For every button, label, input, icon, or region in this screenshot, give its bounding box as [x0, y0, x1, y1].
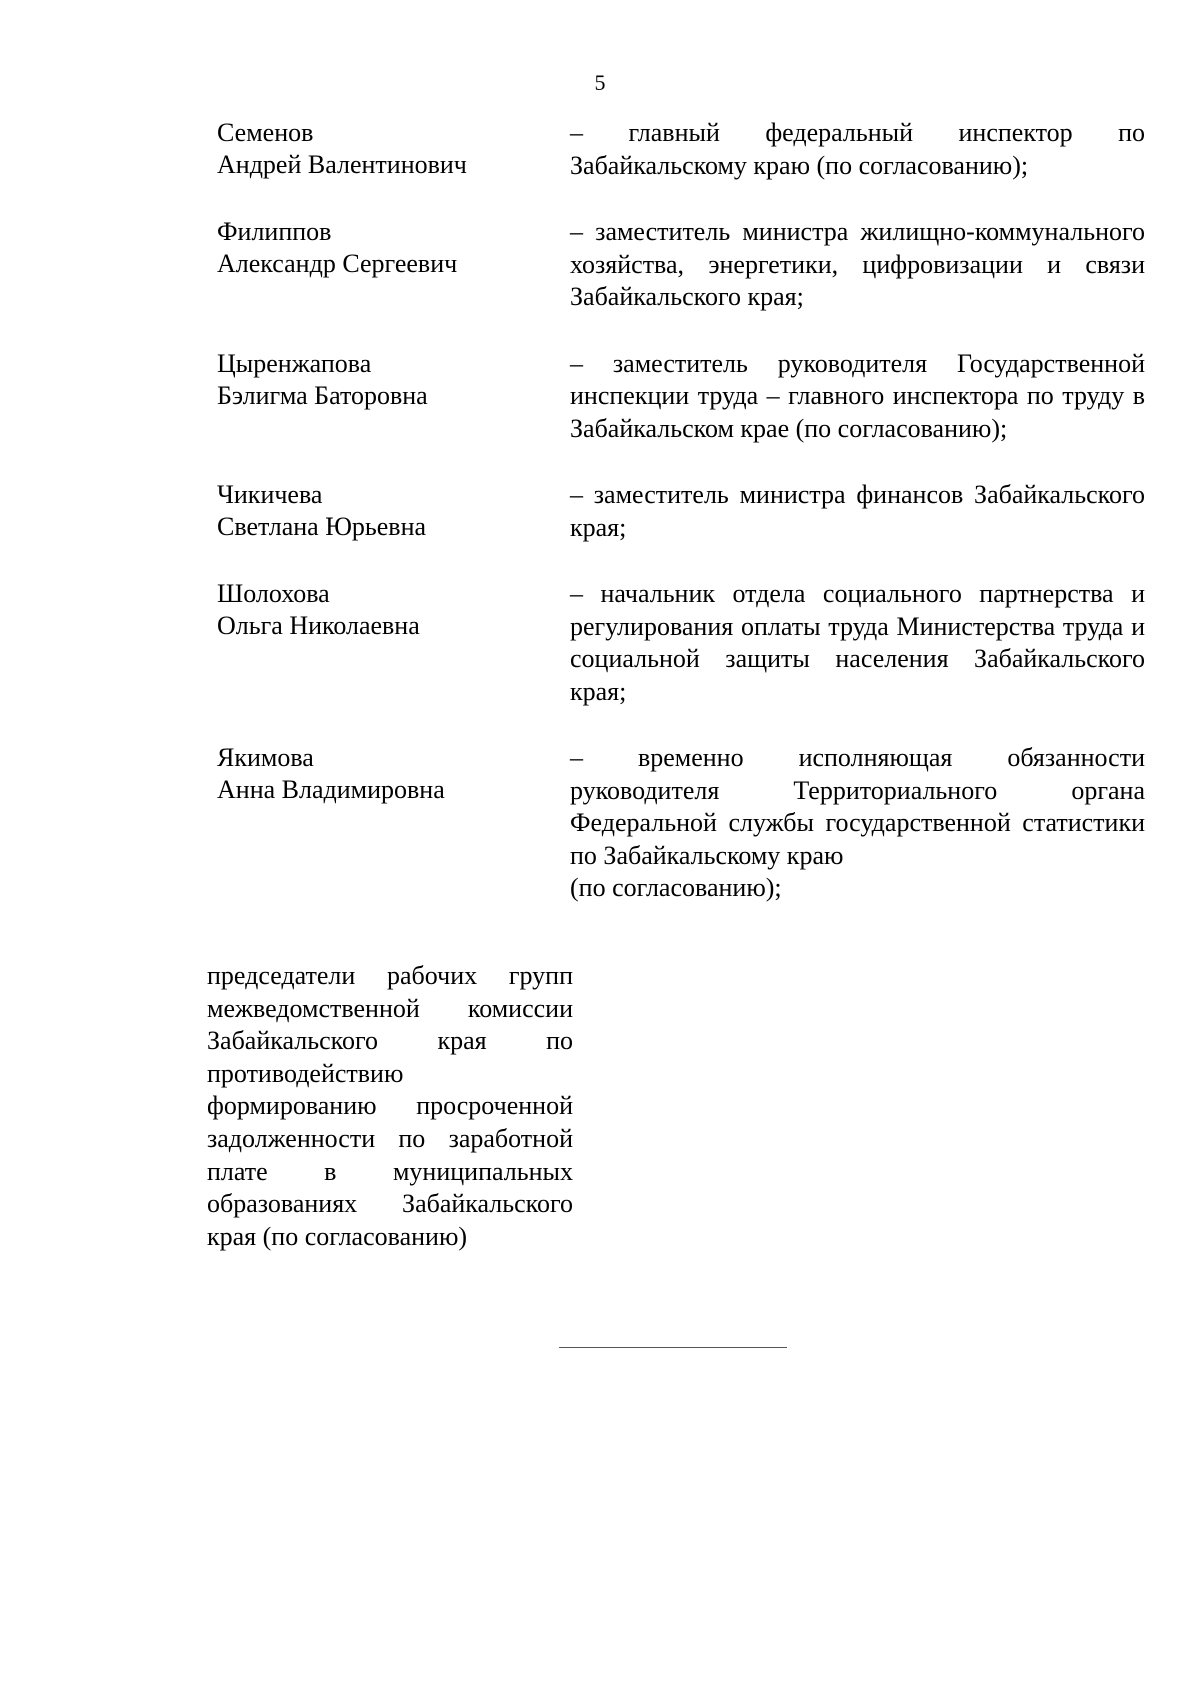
- member-surname: Чикичева: [217, 480, 323, 509]
- member-given-names: Андрей Валентинович: [217, 150, 467, 179]
- member-entry: [217, 348, 1145, 446]
- member-name: [217, 479, 570, 544]
- member-name: [217, 742, 570, 905]
- member-name: [217, 348, 570, 446]
- member-given-names: Бэлигма Баторовна: [217, 380, 428, 410]
- commission-members-list: [217, 117, 1145, 939]
- member-role: – заместитель руководителя Государственной инспекции труда – главного инспектора по труду в Забайкальском крае (по согласованию);: [570, 348, 1145, 443]
- member-role: – начальник отдела социального партнерства и регулирования оплаты труда Министерства труда и социальной защиты населения Забайкальского края;: [570, 579, 1145, 706]
- member-role: – главный федеральный инспектор по Забайкальскому краю (по согласованию);: [570, 118, 1145, 180]
- member-given-names: Анна Владимировна: [217, 775, 445, 804]
- member-role: – заместитель министра финансов Забайкальского края;: [570, 480, 1145, 542]
- member-entry: [217, 117, 1145, 182]
- member-name: [217, 117, 570, 182]
- member-given-names: Александр Сергеевич: [217, 249, 458, 278]
- member-name: [217, 216, 570, 314]
- member-surname: Семенов: [217, 118, 314, 147]
- member-given-names: Ольга Николаевна: [217, 611, 420, 640]
- member-surname: Филиппов: [217, 217, 332, 246]
- member-surname: Якимова: [217, 743, 314, 772]
- member-entry: [217, 479, 1145, 544]
- member-surname: Цыренжапова: [217, 348, 372, 378]
- end-of-document-rule: [559, 1347, 787, 1348]
- member-name: [217, 578, 570, 708]
- member-surname: Шолохова: [217, 579, 330, 608]
- member-entry: [217, 742, 1145, 905]
- member-role: – заместитель министра жилищно-коммунального хозяйства, энергетики, цифровизации и связи Забайкальского края;: [570, 217, 1145, 311]
- working-group-chairs: председатели рабочих групп межведомственной комиссии Забайкальского края по противодействию формированию просроченной задолженности по заработной плате в муниципальных образованиях Забайкальского края (по согласованию): [207, 961, 573, 1251]
- member-role: – временно исполняющая обязанности руководителя Территориального органа Федеральной службы государственной статистики по Забайкальскому краю (по согласованию);: [570, 743, 1145, 902]
- member-entry: [217, 578, 1145, 708]
- member-entry: [217, 216, 1145, 314]
- member-given-names: Светлана Юрьевна: [217, 512, 427, 541]
- page-number: 5: [594, 70, 606, 95]
